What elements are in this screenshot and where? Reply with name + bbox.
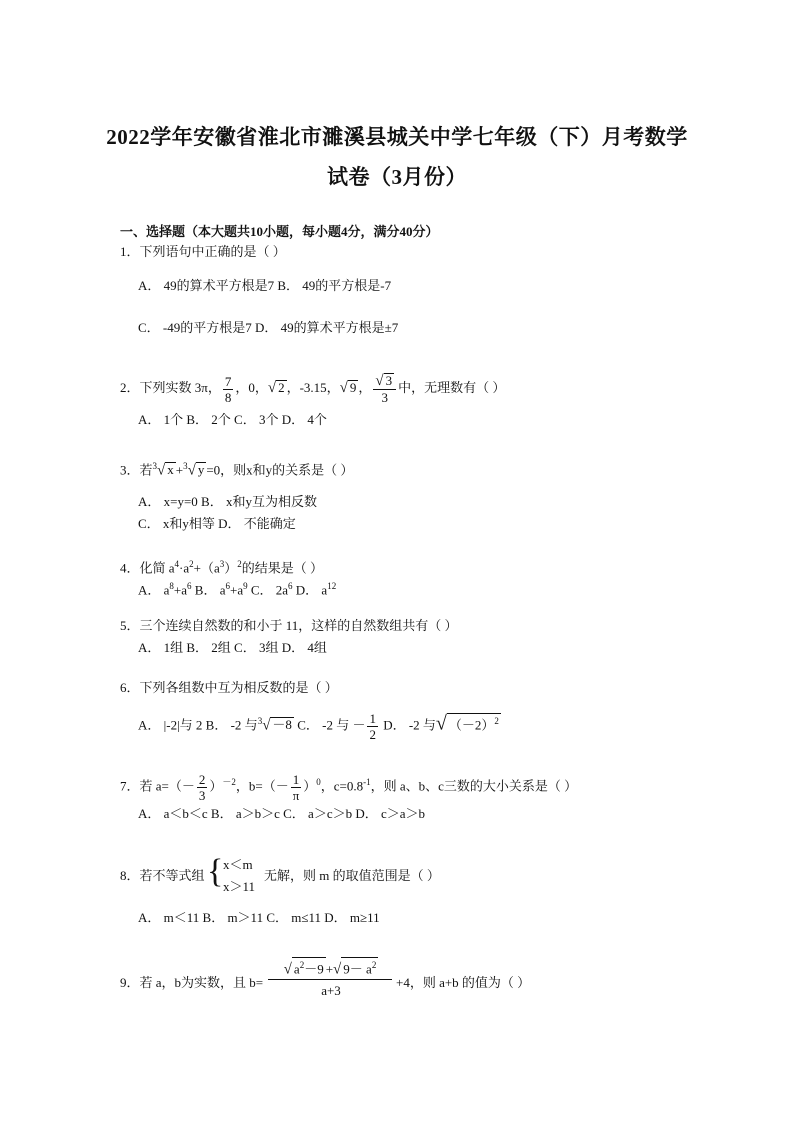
q4-options — [138, 578, 336, 598]
q2-text-3: ，-3.15， — [286, 380, 340, 395]
q8-system-line-1: x＜m — [223, 857, 253, 872]
q4-text-3: +（a — [193, 560, 220, 576]
q6-root-index: 3 — [257, 716, 263, 726]
sqrt-icon: √ — [375, 373, 384, 390]
q8-options: A． m＜11 B． m＞11 C． m≤11 D． m≥11 — [138, 910, 380, 925]
sqrt-icon: √ — [157, 462, 166, 479]
q8-text-2: 无解，则 m 的取值范围是（ ） — [264, 868, 440, 883]
q2-options: A． 1个 B． 2个 C． 3个 D． 4个 — [138, 412, 327, 427]
q2-radicand-9: 9 — [349, 380, 357, 395]
q7-exp-2: 0 — [316, 777, 321, 787]
q9-rad1-tail: －9 — [304, 961, 324, 977]
q6-frac-numerator: 1 — [369, 710, 376, 726]
q9-rad2-base: 9－ a — [343, 961, 372, 977]
q4-exp-2: 2 — [189, 559, 194, 569]
q6-radicand-neg2-squared — [447, 713, 501, 732]
sqrt-icon: √ — [262, 717, 271, 734]
q2-frac2-radicand: 3 — [385, 373, 393, 389]
q2-text-1: 2．下列实数 3π， — [120, 380, 221, 395]
q4-option-b-mid: +a — [229, 582, 244, 598]
q6-frac-denominator: 2 — [369, 726, 376, 742]
title-line-1: 2022学年安徽省淮北市濉溪县城关中学七年级（下）月考数学 — [106, 125, 688, 149]
q9-radicand-2 — [341, 957, 378, 976]
q4-option-b-exp2: 9 — [243, 581, 248, 591]
q6-text-a: A． |-2|与 2 B． -2 与 — [138, 717, 258, 733]
q4-text-5: 的结果是（ ） — [241, 560, 324, 576]
q7-exp-3: -1 — [363, 777, 371, 787]
q6-fraction-1-2 — [367, 711, 378, 742]
q6-radicand-text: （－2） — [448, 717, 495, 733]
q5-options: A． 1组 B． 2组 C． 3组 D． 4组 — [138, 640, 327, 655]
q2-radicand-2: 2 — [278, 380, 285, 395]
q4-option-c-exp: 6 — [288, 581, 293, 591]
q4-option-a-mid: +a — [173, 582, 188, 598]
q7-text-2: ） — [209, 778, 223, 794]
q4-option-a: A． a — [138, 582, 170, 598]
q2-text-5: 中，无理数有（ ） — [398, 380, 506, 395]
q7-options: A． a＜b＜c B． a＞b＞c C． a＞c＞b D． c＞a＞b — [138, 806, 426, 821]
q3-radicand-x: x — [167, 462, 174, 478]
sqrt-icon: √ — [339, 380, 348, 396]
q1-options-ab: A． 49的算术平方根是7 B． 49的平方根是-7 — [138, 278, 392, 293]
q2-stem — [120, 370, 505, 406]
q9-radicand-1 — [292, 957, 326, 976]
q7-fraction-1-pi — [291, 772, 302, 803]
q4-text-2: ·a — [179, 560, 190, 576]
q5-stem: 5．三个连续自然数的和小于 11，这样的自然数组共有（ ） — [120, 618, 458, 633]
q2-fraction-sqrt3-3 — [373, 373, 396, 405]
q3-plus: + — [175, 462, 184, 478]
q7-frac1-denominator: 3 — [198, 787, 206, 803]
q4-exp-3: 3 — [219, 559, 225, 569]
q6-text-d: D． -2 与 — [379, 717, 436, 733]
q4-option-b-exp1: 6 — [225, 581, 230, 591]
q2-frac1-numerator: 7 — [224, 373, 232, 389]
sqrt-icon: √ — [333, 961, 342, 978]
q9-fraction-bar — [268, 979, 392, 980]
sqrt-icon: √ — [435, 712, 447, 735]
q9-text-1: 9．若 a，b为实数，且 b= — [120, 975, 264, 990]
q7-frac1-numerator: 2 — [198, 771, 206, 787]
q8-text-1: 8．若不等式组 — [120, 868, 205, 883]
q2-fraction-7-8 — [223, 374, 234, 405]
q7-text-5: ，c=0.8 — [320, 778, 364, 794]
q6-radicand-exp: 2 — [494, 716, 499, 726]
q7-text-6: ，则 a、b、c三数的大小关系是（ ） — [370, 778, 578, 794]
q7-exp-1: －2 — [222, 777, 236, 787]
q4-exp-4: 2 — [237, 559, 242, 569]
sqrt-icon: √ — [267, 380, 277, 396]
q4-option-d-exp: 12 — [327, 581, 337, 591]
q3-root-index-1: 3 — [152, 461, 158, 471]
q9-numerator — [266, 957, 396, 977]
q8-system-line-2: x＞11 — [223, 879, 256, 894]
q2-text-2: ，0， — [235, 380, 268, 395]
q4-option-c: C． 2a — [247, 582, 289, 598]
q4-text-4: ） — [224, 560, 238, 576]
q9-denominator: a+3 — [321, 983, 341, 998]
brace-icon: { — [207, 853, 224, 890]
q7-text-3: ，b=（－ — [235, 778, 289, 794]
q7-fraction-2-3 — [197, 772, 208, 803]
title-line-2: 试卷（3月份） — [327, 165, 467, 189]
q9-text-2: +4，则 a+b 的值为（ ） — [396, 975, 531, 990]
q7-text-1: 7．若 a=（－ — [120, 778, 195, 794]
q1-options-cd: C． -49的平方根是7 D． 49的算术平方根是±7 — [138, 320, 399, 335]
q6-options — [138, 704, 501, 742]
q7-stem — [120, 764, 577, 804]
q9-rad1-exp: 2 — [299, 960, 305, 970]
q3-text-2: =0，则x和y的关系是（ ） — [206, 462, 354, 478]
q3-options-ab: A． x=y=0 B． x和y互为相反数 — [138, 494, 317, 509]
q4-option-d: D． a — [292, 582, 328, 598]
q9-plus: + — [325, 961, 334, 977]
q9-rad1-base: a — [293, 961, 300, 977]
sqrt-icon: √ — [283, 961, 292, 978]
sqrt-icon: √ — [187, 462, 196, 479]
q7-frac2-numerator: 1 — [292, 771, 300, 787]
q7-text-4: ） — [303, 778, 317, 794]
q1-stem: 1．下列语句中正确的是（ ） — [120, 244, 286, 259]
q3-options-cd: C． x和y相等 D． 不能确定 — [138, 516, 296, 531]
q3-stem — [120, 458, 353, 478]
q4-stem — [120, 556, 323, 576]
q6-stem: 6．下列各组数中互为相反数的是（ ） — [120, 680, 338, 695]
q7-frac2-denominator: π — [292, 787, 300, 803]
q2-frac1-denominator: 8 — [224, 389, 232, 405]
q3-radicand-y: y — [197, 462, 205, 478]
q4-exp-1: 4 — [174, 559, 180, 569]
q6-text-c: C． -2 与 － — [293, 717, 366, 733]
q6-radicand-neg8: －8 — [272, 717, 292, 733]
q4-option-b: B． a — [191, 582, 226, 598]
q9-rad2-exp: 2 — [371, 960, 377, 970]
q3-text-1: 3．若 — [120, 462, 153, 478]
q2-frac2-denominator: 3 — [381, 390, 389, 406]
q2-frac2-numerator — [373, 373, 396, 390]
section-heading: 一、选择题（本大题共10小题，每小题4分，满分40分） — [120, 224, 439, 239]
q2-text-4: ， — [358, 380, 372, 395]
q4-text-1: 4．化简 a — [120, 560, 175, 576]
q3-root-index-2: 3 — [183, 461, 188, 471]
q4-option-a-exp1: 8 — [169, 581, 174, 591]
q4-option-a-exp2: 6 — [187, 581, 192, 591]
